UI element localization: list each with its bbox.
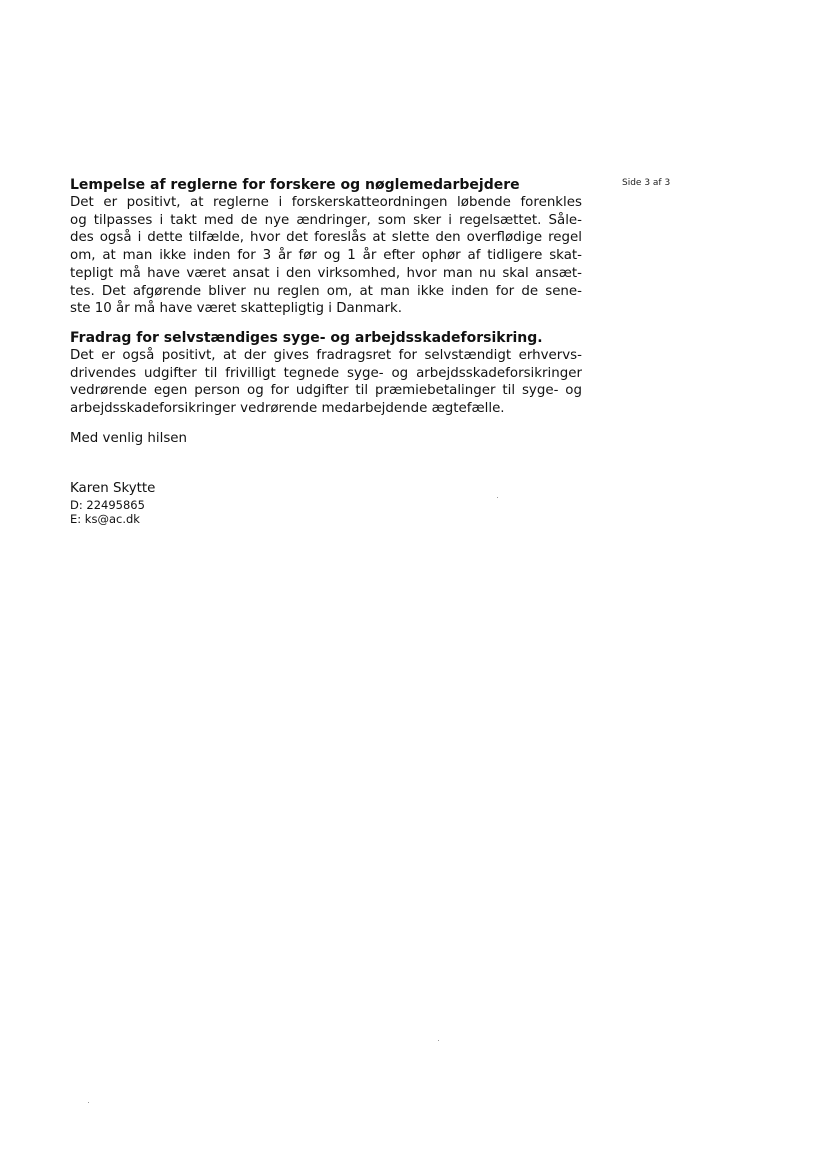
scan-speck — [497, 497, 498, 498]
signature-name: Karen Skytte — [70, 481, 156, 496]
paragraph-line: drivendes udgifter til frivilligt tegnede syge- og arbejdsskadeforsikringer — [70, 365, 582, 381]
paragraph-line: Det er også positivt, at der gives fradragsret for selvstændigt erhvervs- — [70, 348, 582, 363]
section-heading: Lempelse af reglerne for forskere og nøglemedarbejdere — [70, 177, 520, 193]
signature-phone: D: 22495865 — [70, 498, 145, 512]
signature-email: E: ks@ac.dk — [70, 512, 140, 526]
section-researchers — [70, 176, 582, 318]
paragraph-line: des også i dette tilfælde, hvor det foreslås at slette den overflødige regel — [70, 230, 582, 246]
paragraph-line: om, at man ikke inden for 3 år før og 1 år efter ophør af tidligere skat- — [70, 248, 582, 264]
scan-speck — [88, 1102, 89, 1103]
paragraph-line: ste 10 år må have været skattepligtig i Danmark. — [70, 301, 402, 317]
paragraph-line: Det er positivt, at reglerne i forskerskatteordningen løbende forenkles — [70, 195, 582, 210]
paragraph-line: tepligt må have været ansat i den virksomhed, hvor man nu skal ansæt- — [70, 265, 582, 281]
page-number: Side 3 af 3 — [622, 178, 671, 188]
scan-speck — [438, 1040, 439, 1041]
paragraph-line: arbejdsskadeforsikringer vedrørende medarbejdende ægtefælle. — [70, 401, 505, 417]
section-heading: Fradrag for selvstændiges syge- og arbejdsskadeforsikring. — [70, 330, 543, 346]
section-self-employed — [70, 329, 582, 418]
paragraph-line: vedrørende egen person og for udgifter til præmiebetalinger til syge- og — [70, 383, 582, 399]
paragraph-line: og tilpasses i takt med de nye ændringer, som sker i regelsættet. Såle- — [70, 212, 582, 228]
paragraph-line: tes. Det afgørende bliver nu reglen om, at man ikke inden for de sene- — [70, 283, 582, 299]
closing-greeting: Med venlig hilsen — [70, 431, 188, 446]
